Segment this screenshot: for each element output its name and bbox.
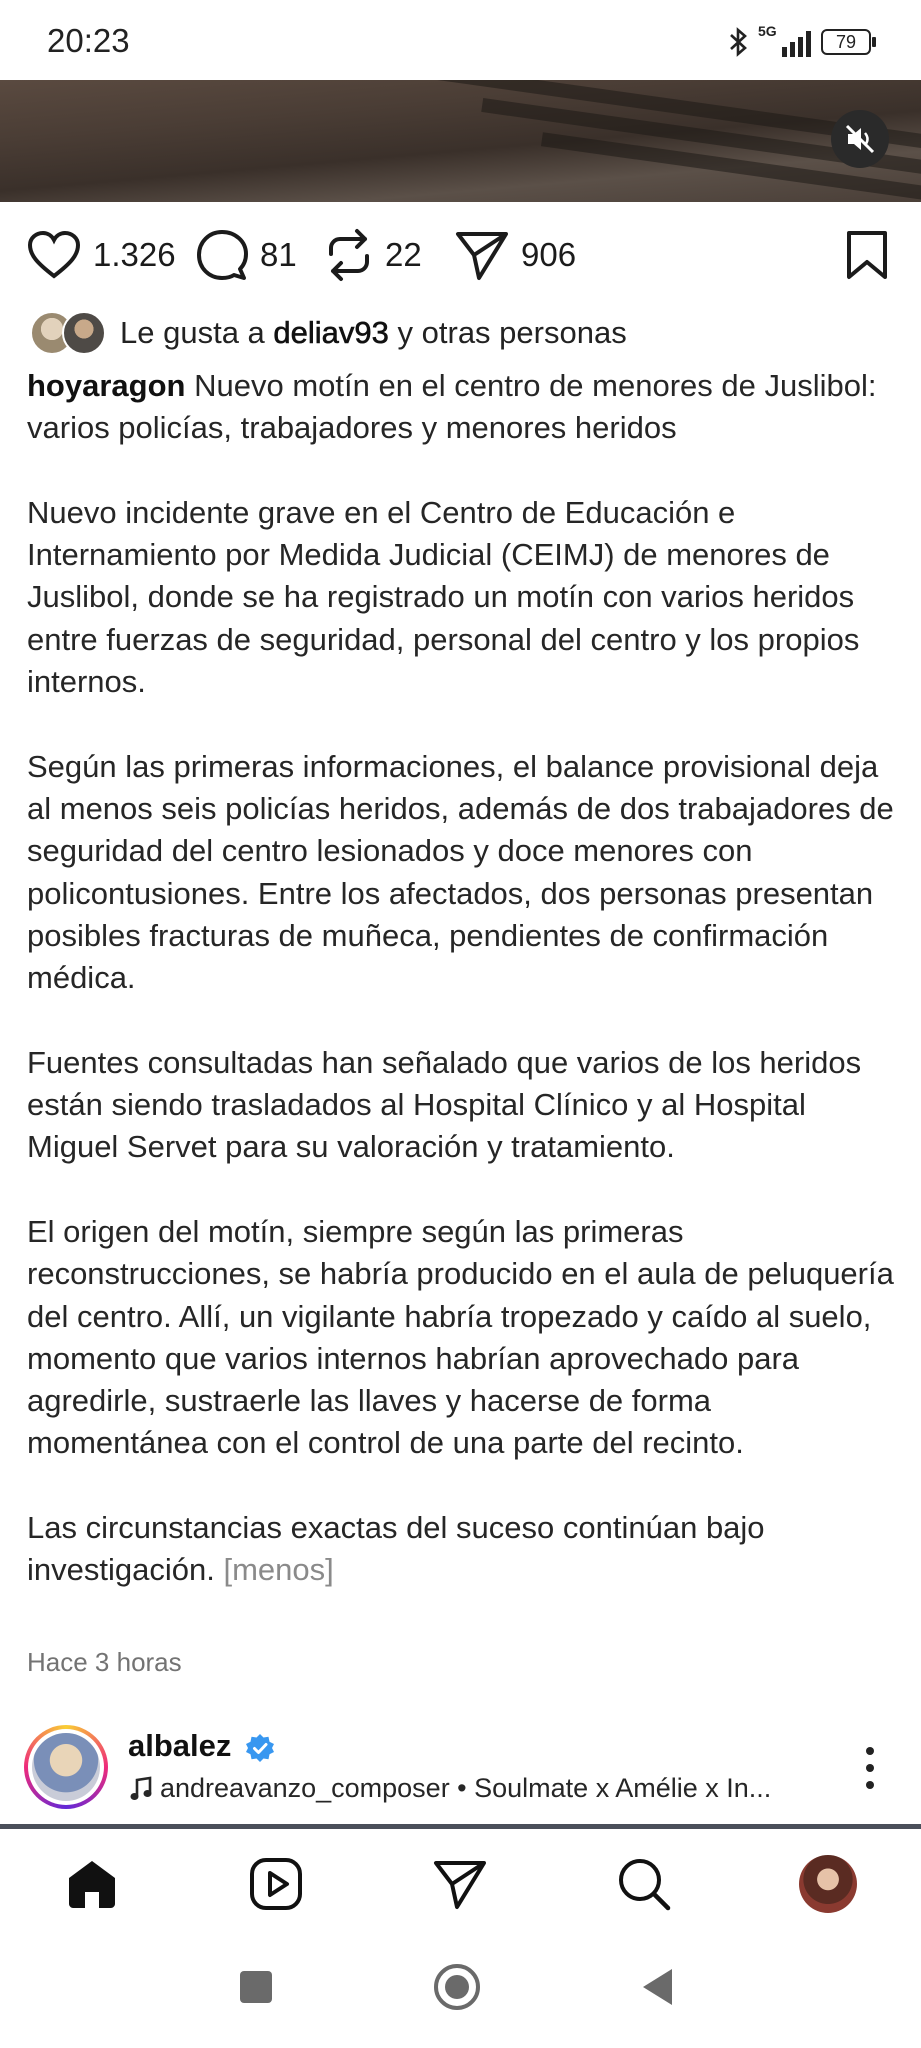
bottom-navigation [0,1829,921,1939]
profile-avatar [799,1855,857,1913]
nav-home[interactable] [57,1849,127,1919]
caption-headline: Nuevo motín en el centro de menores de Juslibol: varios policías, trabajadores y menores heridos [27,368,877,446]
caption-paragraph: Nuevo incidente grave en el Centro de Educación e Internamiento por Medida Judicial (CEIMJ) de menores de Juslibol, donde se ha registrado un motín con varios heridos entre fuerzas de seguridad, personal del centro y los propios internos. [27,494,860,700]
home-button[interactable] [434,1964,480,2010]
share-count: 906 [521,236,577,273]
post-actions [0,220,921,290]
liked-by-avatars [30,311,106,355]
bookmark-icon [845,230,889,280]
caption-paragraph: Las circunstancias exactas del suceso continúan bajo investigación. [27,1510,765,1588]
caption-paragraph: Fuentes consultadas han señalado que varios de los heridos están siendo trasladados al Hospital Clínico y al Hospital Miguel Servet para su valoración y tratamiento. [27,1044,862,1165]
share-button[interactable] [455,220,576,290]
comment-icon [196,229,248,281]
liked-by[interactable] [30,308,627,358]
home-icon [65,1858,119,1910]
cellular-signal-icon [758,23,811,57]
muted-speaker-icon [843,122,877,156]
liked-by-text [120,315,627,351]
back-button[interactable] [640,1967,674,2007]
send-icon [433,1858,487,1910]
next-post-avatar[interactable] [24,1725,108,1809]
like-button[interactable] [27,220,176,290]
show-less-link[interactable]: [menos] [223,1552,334,1588]
system-navigation [0,1939,921,2048]
network-type: 5G [758,23,777,39]
like-count: 1.326 [93,236,176,273]
verified-badge-icon [245,1733,275,1763]
post-caption [27,365,897,1592]
repost-button[interactable] [325,220,422,290]
save-button[interactable] [845,220,889,290]
liked-by-suffix: y otras personas [397,315,627,350]
post-timestamp: Hace 3 horas [27,1647,182,1677]
recents-button[interactable] [240,1971,272,2003]
liked-by-user[interactable]: deliav93 [273,315,389,350]
nav-reels[interactable] [241,1849,311,1919]
nav-search[interactable] [609,1849,679,1919]
nav-messages[interactable] [425,1849,495,1919]
status-bar [0,0,921,80]
caption-username[interactable]: hoyaragon [27,368,186,403]
avatar [62,311,106,355]
comment-count: 81 [260,236,297,273]
status-icons [728,24,871,60]
caption-paragraph: El origen del motín, siempre según las primeras reconstrucciones, se habría producido en el aula de peluquería del centro. Allí, un vigilante habría tropezado y caído al suelo, momento que varios internos habrían aprovechado para agredirle, sustraerle las llaves y hacerse de forma momentánea con el control de una parte del recinto. [27,1213,894,1461]
caption-paragraph: Según las primeras informaciones, el balance provisional deja al menos seis policías heridos, además de dos trabajadores de seguridad del centro lesionados y doce menores con policontusiones. Entre los afectados, dos personas presentan posibles fracturas de muñeca, pendientes de confirmación médica. [27,748,894,996]
repost-icon [325,228,373,282]
send-icon [455,229,509,281]
music-note-icon [130,1776,152,1802]
reels-icon [249,1857,303,1911]
battery-icon: 79 [821,29,871,55]
next-post-username[interactable]: albalez [128,1728,232,1763]
more-options-icon[interactable] [860,1745,880,1791]
audio-track-label: andreavanzo_composer • Soulmate x Amélie x In... [160,1773,772,1803]
repost-count: 22 [385,236,422,273]
bluetooth-icon [728,26,750,58]
comment-button[interactable] [196,220,297,290]
heart-icon [27,230,81,280]
next-post-audio[interactable] [130,1773,771,1804]
liked-by-prefix: Le gusta a [120,315,265,350]
status-time: 20:23 [47,22,130,59]
nav-profile[interactable] [793,1849,863,1919]
mute-button[interactable] [831,110,889,168]
search-icon [617,1857,671,1911]
video-player[interactable] [0,80,921,202]
